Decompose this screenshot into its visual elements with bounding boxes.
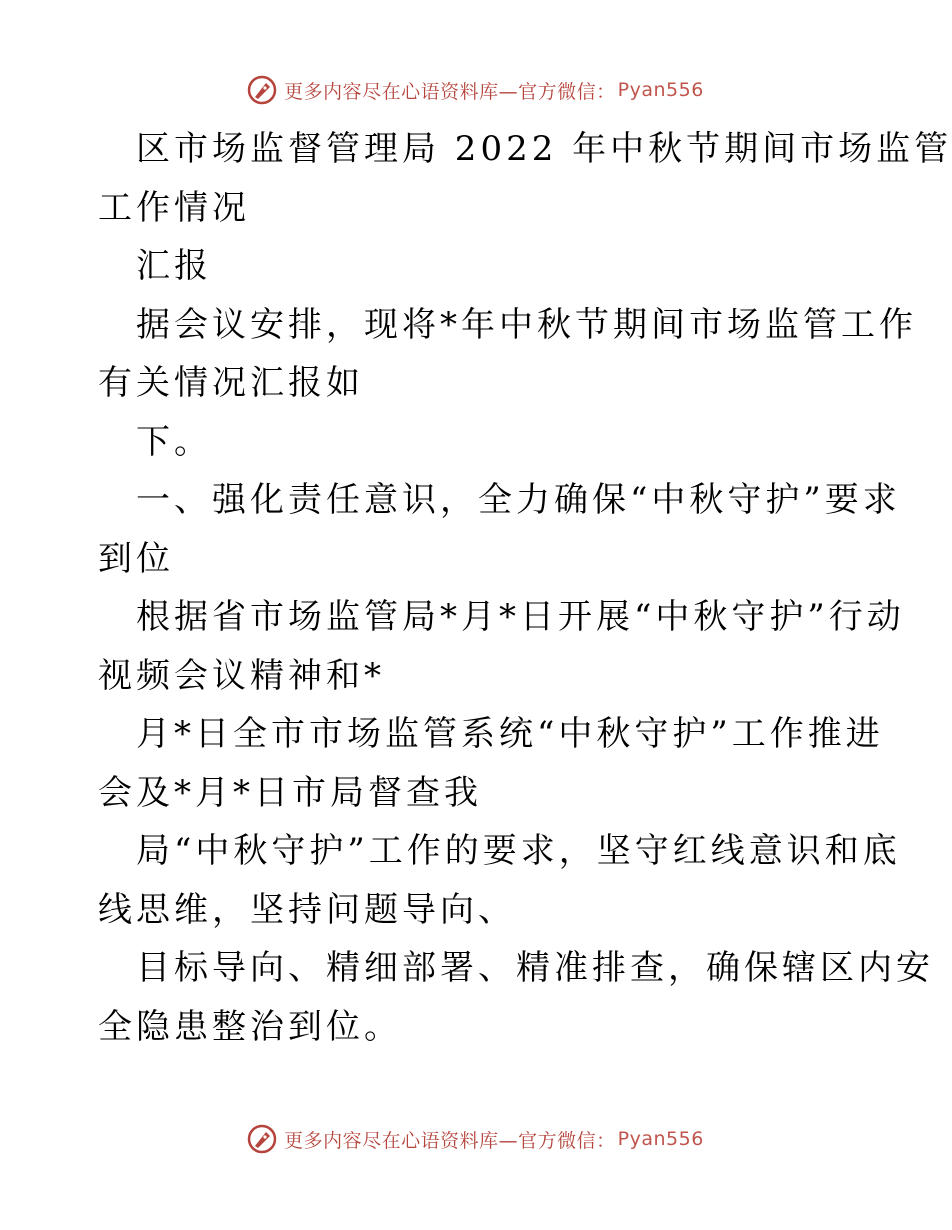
paragraph-line: 据会议安排，现将*年中秋节期间市场监管工作 xyxy=(136,304,917,345)
paragraph-line: 有关情况汇报如 xyxy=(98,363,364,403)
doc-title-line-1: 区市场监督管理局 2022 年中秋节期间市场监管 xyxy=(136,129,952,169)
paragraph-line: 月*日全市市场监管系统“中秋守护”工作推进 xyxy=(136,714,884,754)
header-watermark xyxy=(0,70,950,110)
watermark-wechat-id: Pyan556 xyxy=(617,79,704,101)
pen-nib-circle-icon xyxy=(246,74,278,106)
doc-title-line-2: 工作情况 xyxy=(98,187,250,228)
paragraph-line: 局“中秋守护”工作的要求，坚守红线意识和底 xyxy=(136,831,901,871)
paragraph-line: 线思维，坚持问题导向、 xyxy=(98,889,516,930)
paragraph-line: 下。 xyxy=(136,421,212,462)
watermark-wechat-id: Pyan556 xyxy=(617,1128,704,1150)
pen-nib-circle-icon xyxy=(246,1123,278,1155)
paragraph-line: 会及*月*日市局督查我 xyxy=(98,772,482,813)
paragraph-line: 目标导向、精细部署、精准排查，确保辖区内安 xyxy=(136,948,934,988)
paragraph-line: 根据省市场监管局*月*日开展“中秋守护”行动 xyxy=(136,597,905,637)
watermark-text: 更多内容尽在心语资料库—官方微信： xyxy=(284,80,616,103)
doc-title-line-3: 汇报 xyxy=(136,246,212,286)
footer-watermark xyxy=(0,1119,950,1159)
section-heading-line: 到位 xyxy=(98,538,174,579)
paragraph-line: 全隐患整治到位。 xyxy=(98,1006,402,1047)
watermark-text: 更多内容尽在心语资料库—官方微信： xyxy=(284,1129,616,1152)
section-heading-line: 一、强化责任意识，全力确保“中秋守护”要求 xyxy=(136,480,901,520)
document-body xyxy=(98,120,952,1056)
paragraph-line: 视频会议精神和* xyxy=(98,655,385,696)
